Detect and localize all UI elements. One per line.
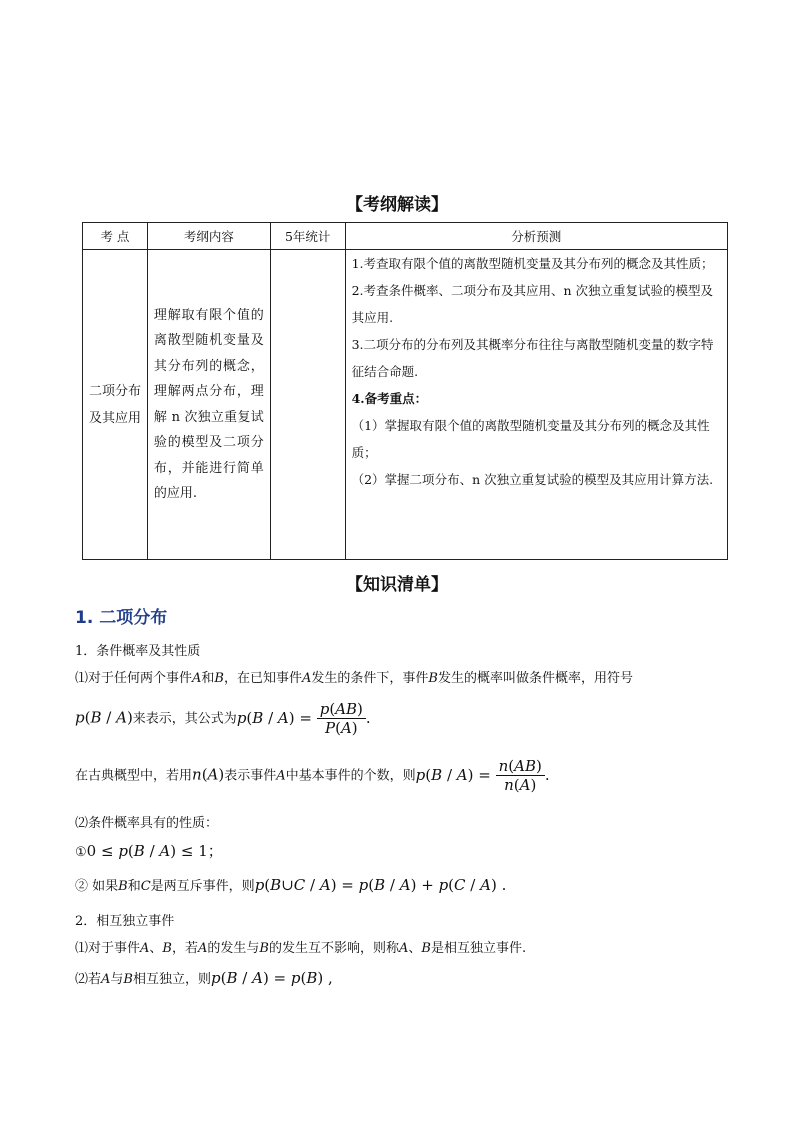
analysis-item: （2）掌握二项分布、n 次独立重复试验的模型及其应用计算方法. xyxy=(351,472,714,487)
analysis-item: 4.备考重点： xyxy=(351,391,428,406)
header-analysis: 分析预测 xyxy=(345,223,727,250)
s2-para2: ⑵若A与B相互独立，则p(B / A) = p(B) , xyxy=(75,969,333,987)
header-content: 考纲内容 xyxy=(147,223,270,250)
topic-cell: 二项分布及其应用 xyxy=(83,250,148,560)
formula-pba: p(B / A) xyxy=(75,708,133,727)
analysis-item: （1）掌握取有限个值的离散型随机变量及其分布列的概念及其性质； xyxy=(351,418,710,460)
content-cell: 理解取有限个值的离散型随机变量及其分布列的概念，理解两点分布，理解 n 次独立重复试验的模型及二项分布，并能进行简单的应用. xyxy=(147,250,270,560)
formula-classical: p(B / A) = $\frac{n(AB)}{n(A)}$ . xyxy=(415,757,550,794)
s1-para3: 在古典概型中，若用n(A)表示事件A中基本事件的个数，则p(B / A) = $\frac{n(AB)}{n(A)}$ . xyxy=(75,757,550,794)
s1-para4: ⑵条件概率具有的性质： xyxy=(75,816,219,831)
outline-section-title: 【考纲解读】 xyxy=(346,195,448,215)
s2-para1: ⑴对于事件A、B，若A的发生与B的发生互不影响，则称A、B是相互独立事件. xyxy=(75,941,527,956)
s1-para6: ② 如果B和C是两互斥事件，则p(B∪C / A) = p(B / A) + p(C / A) . xyxy=(75,876,507,894)
s1-para2: p(B / A)来表示，其公式为p(B / A) = $\frac{p(AB)}{P(A)}$ . xyxy=(75,700,371,737)
table-row xyxy=(83,250,728,560)
formula-range: 0 ≤ p(B / A) ≤ 1； xyxy=(86,842,223,860)
formula-union: p(B∪C / A) = p(B / A) + p(C / A) . xyxy=(254,876,507,894)
knowledge-section-title: 【知识清单】 xyxy=(346,575,448,595)
s1-para5: ①0 ≤ p(B / A) ≤ 1； xyxy=(75,842,223,860)
s1-para1: ⑴对于任何两个事件A和B，在已知事件A发生的条件下，事件B发生的概率叫做条件概率，用符号 xyxy=(75,671,633,686)
heading-binomial: 1. 二项分布 xyxy=(75,608,168,628)
analysis-cell xyxy=(345,250,727,560)
analysis-item: 3.二项分布的分布列及其概率分布往往与离散型随机变量的数字特征结合命题. xyxy=(351,337,714,379)
header-stats: 5年统计 xyxy=(270,223,345,250)
formula-conditional: p(B / A) = $\frac{p(AB)}{P(A)}$ . xyxy=(236,700,371,737)
analysis-item: 1.考查取有限个值的离散型随机变量及其分布列的概念及其性质； xyxy=(351,256,714,271)
s1-title: 1．条件概率及其性质 xyxy=(75,644,201,659)
analysis-item: 2.考查条件概率、二项分布及其应用、n 次独立重复试验的模型及其应用. xyxy=(351,283,714,325)
stats-cell xyxy=(270,250,345,560)
outline-table xyxy=(82,222,728,560)
s2-title: 2．相互独立事件 xyxy=(75,914,175,929)
table-header-row xyxy=(83,223,728,250)
formula-independent: p(B / A) = p(B) , xyxy=(211,969,333,987)
header-topic: 考 点 xyxy=(83,223,148,250)
